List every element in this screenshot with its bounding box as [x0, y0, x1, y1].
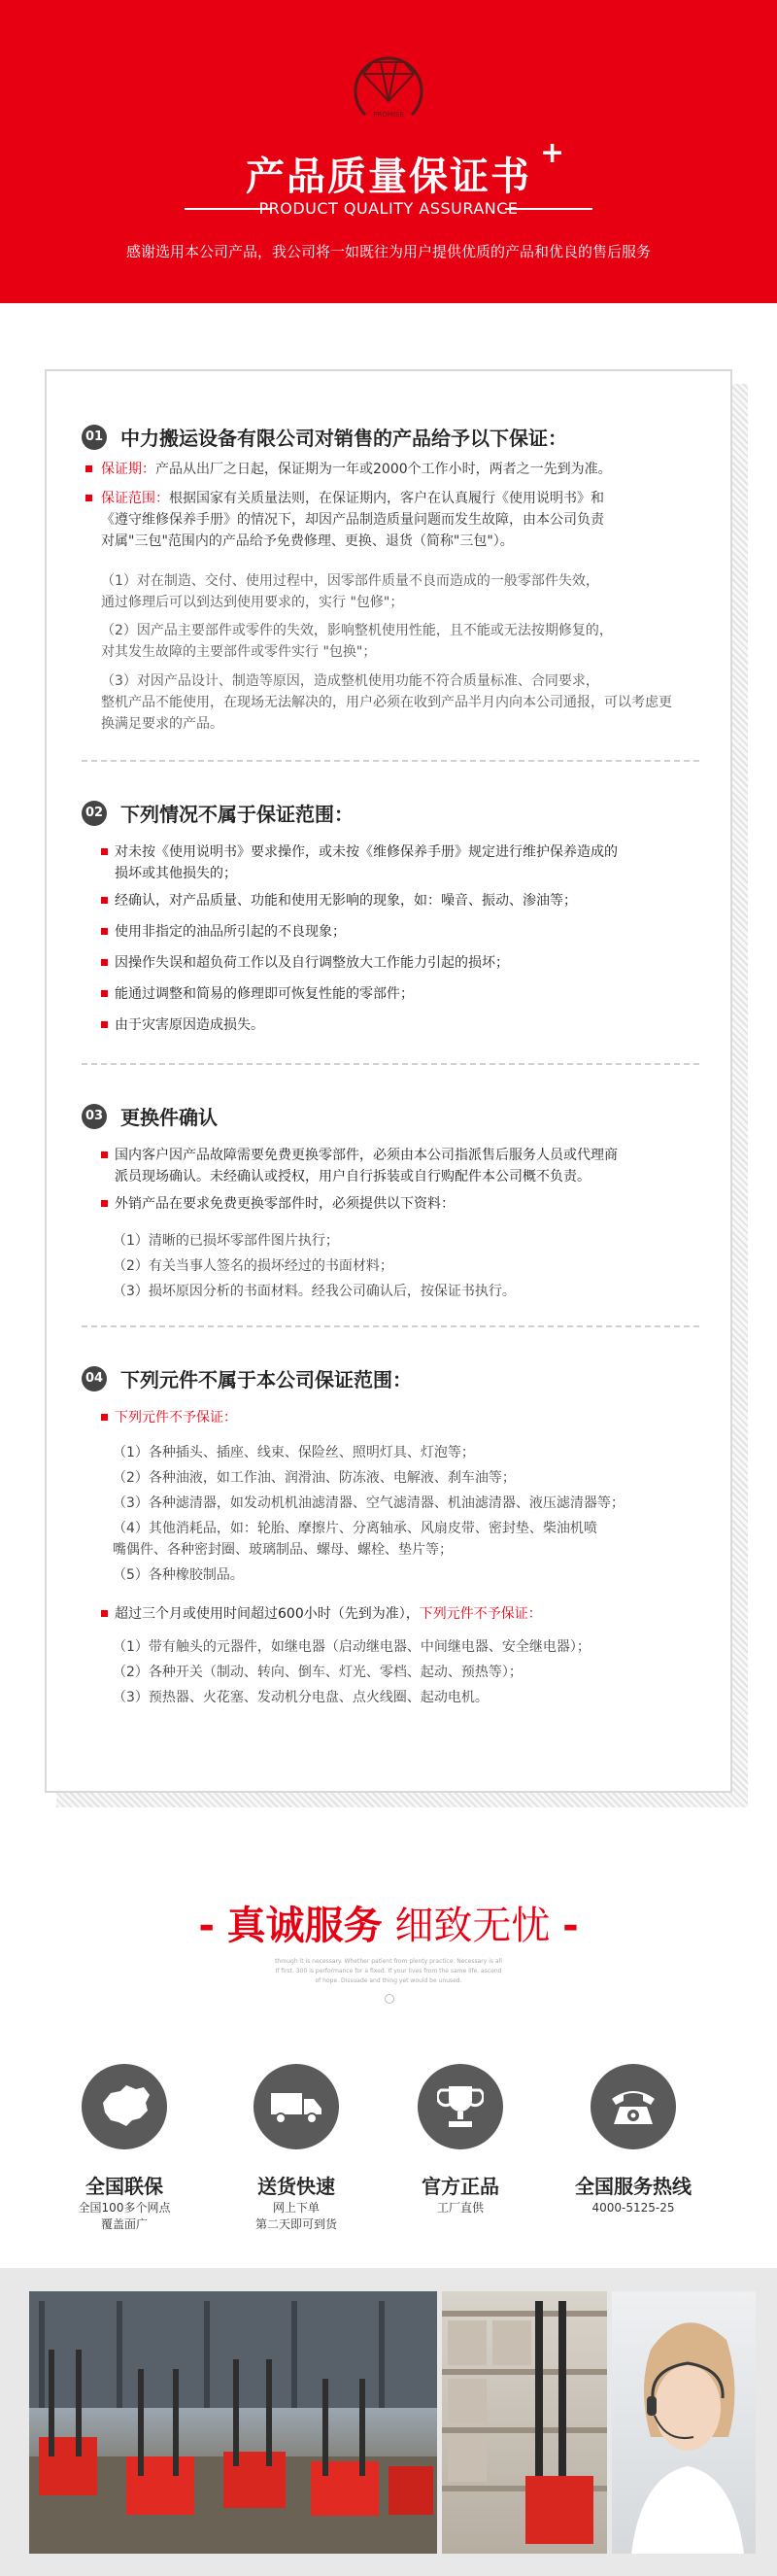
- customer-service-photo: [612, 2291, 756, 2554]
- section-title: 更换件确认: [120, 1106, 218, 1129]
- section-number: 04: [82, 1366, 107, 1391]
- feature-fast-delivery: 送货快速 网上下单 第二天即可到货: [238, 2064, 355, 2232]
- warehouse-shelf-photo: [442, 2291, 607, 2554]
- list-item: 经确认，对产品质量、功能和使用无影响的现象，如：噪音、振动、渗油等；: [101, 890, 699, 911]
- list-item: （2）各种开关（制动、转向、倒车、灯光、零档、起动、预热等）；: [113, 1665, 523, 1680]
- china-map-icon: [82, 2064, 167, 2149]
- bullet-marker: [85, 488, 99, 499]
- badge-text: PROMISE: [373, 111, 404, 119]
- section-number: 03: [82, 1104, 107, 1129]
- forklift-fleet-photo: [29, 2291, 437, 2554]
- list-item: （2）有关当事人签名的损坏经过的书面材料；: [113, 1258, 393, 1274]
- list-item: 超过三个月或使用时间超过600小时（先到为准），下列元件不予保证：: [101, 1603, 699, 1625]
- header-banner: [0, 0, 777, 303]
- section-3-header: [82, 1102, 218, 1130]
- section-divider: [82, 760, 699, 762]
- list-item: （2）因产品主要部件或零件的失效，影响整机使用性能，且不能或无法按期修复的， 对其发生故障的主要部件或零件实行 "包换"；: [101, 623, 613, 660]
- plus-mark: +: [540, 136, 565, 170]
- feature-genuine-products: 官方正品 工厂直供: [402, 2064, 519, 2215]
- list-item: 使用非指定的油品所引起的不良现象；: [101, 921, 699, 943]
- fine-print: If first. 300 is performance for a fixed. If your lives from the same life. ascend: [275, 1968, 502, 1975]
- scope-text: 保证范围：根据国家有关质量法则，在保证期内，客户在认真履行《使用说明书》和 《遵守维修保养手册》的情况下，却因产品制造质量问题而发生故障，由本公司负责 对属"三包"范围内的产品给予免费修理、更换、退货（简称"三包"）。: [101, 491, 604, 549]
- photo-band: [0, 2268, 777, 2576]
- list-item: 因操作失误和超负荷工作以及自行调整放大工作能力引起的损坏；: [101, 952, 699, 974]
- section-2-header: [82, 799, 354, 827]
- section-divider: [82, 1325, 699, 1327]
- list-item: （3）预热器、火花塞、发动机分电盘、点火线圈、起动电机。: [113, 1690, 489, 1705]
- diamond-badge-icon: [336, 39, 441, 126]
- list-item: （1）清晰的已损坏零部件图片执行；: [113, 1233, 339, 1249]
- feature-service-hotline: 全国服务热线 4000-5125-25: [575, 2064, 692, 2215]
- list-item: （3）各种滤清器，如发动机机油滤清器、空气滤清器、机油滤清器、液压滤清器等；: [113, 1495, 625, 1511]
- list-item: （2）各种油液，如工作油、润滑油、防冻液、电解液、刹车油等；: [113, 1470, 516, 1486]
- list-item: （1）带有触头的元器件，如继电器（启动继电器、中间继电器、安全继电器）；: [113, 1639, 591, 1655]
- list-item: （4）其他消耗品，如：轮胎、摩擦片、分离轴承、风扇皮带、密封垫、柴油机喷: [113, 1521, 597, 1536]
- bullet-marker: [85, 459, 99, 470]
- page-title: 产品质量保证书: [246, 155, 531, 199]
- section-number: 01: [82, 425, 107, 450]
- section-4-header: [82, 1364, 412, 1392]
- list-item: （5）各种橡胶制品。: [113, 1567, 244, 1583]
- section-1-header: [82, 423, 567, 451]
- section-divider: [82, 1063, 699, 1065]
- list-item: （3）损坏原因分析的书面材料。经我公司确认后，按保证书执行。: [113, 1284, 516, 1299]
- section-title: 中力搬运设备有限公司对销售的产品给予以下保证：: [120, 427, 567, 450]
- feature-nationwide-warranty: 全国联保 全国100多个网点 覆盖面广: [66, 2064, 183, 2232]
- list-item: 外销产品在要求免费更换零部件时，必须提供以下资料：: [101, 1193, 699, 1215]
- trophy-icon: [418, 2064, 503, 2149]
- circle-ornament-icon: [385, 1994, 394, 2004]
- list-item: （1）各种插头、插座、线束、保险丝、照明灯具、灯泡等；: [113, 1445, 475, 1460]
- guarantee-card: [45, 369, 732, 1793]
- list-item: （1）对在制造、交付、使用过程中，因零部件质量不良而造成的一般零部件失效， 通过修理后可以到达到使用要求的，实行 "包修"；: [101, 573, 599, 610]
- list-item: 能通过调整和简易的修理即可恢复性能的零部件；: [101, 983, 699, 1005]
- list-item: 对未按《使用说明书》要求操作，或未按《维修保养手册》规定进行维护保养造成的 损坏或其他损失的；: [101, 841, 699, 884]
- list-item: 国内客户因产品故障需要免费更换零部件，必须由本公司指派售后服务人员或代理商 派员现场确认。未经确认或授权，用户自行拆装或自行购配件本公司概不负责。: [101, 1145, 699, 1187]
- fine-print: through it is necessary. Whether patient from plenty practice. Necessary is all: [275, 1958, 502, 1965]
- list-item: 由于灾害原因造成损失。: [101, 1014, 699, 1036]
- list-item: （3）对因产品设计、制造等原因，造成整机使用功能不符合质量标准、合同要求， 整机产品不能使用，在现场无法解决的，用户必须在收到产品半月内向本公司通报，可以考虑更换满足要求的产品。: [101, 673, 672, 732]
- section-number: 02: [82, 801, 107, 826]
- section-title: 下列元件不属于本公司保证范围：: [120, 1368, 412, 1391]
- telephone-icon: [591, 2064, 676, 2149]
- intro-text: 感谢选用本公司产品，我公司将一如既往为用户提供优质的产品和优良的售后服务: [125, 243, 651, 260]
- list-item: 嘴偶件、各种密封圈、玻璃制品、螺母、螺栓、垫片等；: [113, 1542, 453, 1558]
- fine-print: of hope. Dissuade and thing yet would be unused.: [315, 1977, 462, 1984]
- delivery-truck-icon: [253, 2064, 339, 2149]
- section-title: 下列情况不属于保证范围：: [120, 803, 354, 826]
- period-text: 保证期：产品从出厂之日起，保证期为一年或2000个工作小时，两者之一先到为准。: [101, 462, 612, 477]
- red-label: 下列元件不予保证：: [101, 1407, 699, 1428]
- service-title: - 真诚服务 细致无忧 -: [198, 1904, 579, 1948]
- page-subtitle: PRODUCT QUALITY ASSURANCE: [258, 199, 519, 218]
